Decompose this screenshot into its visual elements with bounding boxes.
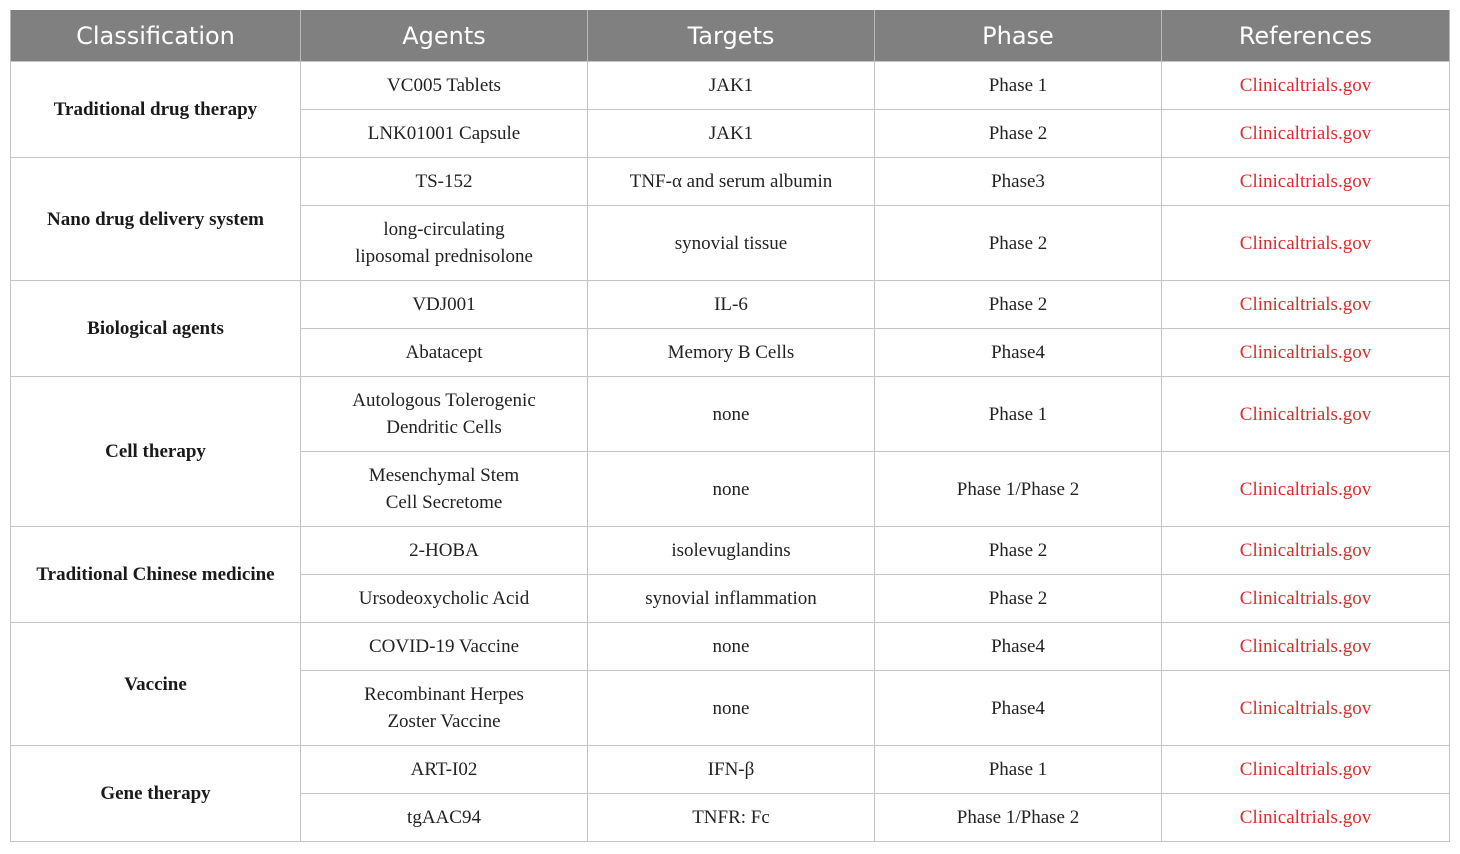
reference-link[interactable]: Clinicaltrials.gov <box>1162 746 1450 794</box>
agent-cell: Recombinant Herpes Zoster Vaccine <box>301 671 588 746</box>
target-cell: IFN-β <box>588 746 875 794</box>
reference-link[interactable]: Clinicaltrials.gov <box>1162 329 1450 377</box>
phase-cell: Phase 1 <box>875 377 1162 452</box>
phase-cell: Phase 1/Phase 2 <box>875 794 1162 842</box>
target-cell: none <box>588 452 875 527</box>
reference-link[interactable]: Clinicaltrials.gov <box>1162 527 1450 575</box>
target-cell: none <box>588 623 875 671</box>
target-cell: TNF-α and serum albumin <box>588 158 875 206</box>
agent-cell: long-circulating liposomal prednisolone <box>301 206 588 281</box>
header-agents: Agents <box>301 10 588 62</box>
phase-cell: Phase 2 <box>875 206 1162 281</box>
reference-link[interactable]: Clinicaltrials.gov <box>1162 623 1450 671</box>
reference-link[interactable]: Clinicaltrials.gov <box>1162 206 1450 281</box>
phase-cell: Phase4 <box>875 671 1162 746</box>
phase-cell: Phase 2 <box>875 527 1162 575</box>
target-cell: TNFR: Fc <box>588 794 875 842</box>
classification-cell: Biological agents <box>11 281 301 377</box>
agent-cell: Mesenchymal Stem Cell Secretome <box>301 452 588 527</box>
phase-cell: Phase3 <box>875 158 1162 206</box>
reference-link[interactable]: Clinicaltrials.gov <box>1162 62 1450 110</box>
header-phase: Phase <box>875 10 1162 62</box>
table-header <box>11 10 1450 62</box>
table-row <box>11 527 1450 575</box>
header-references: References <box>1162 10 1450 62</box>
phase-cell: Phase 2 <box>875 110 1162 158</box>
reference-link[interactable]: Clinicaltrials.gov <box>1162 158 1450 206</box>
agent-cell: Ursodeoxycholic Acid <box>301 575 588 623</box>
target-cell: JAK1 <box>588 110 875 158</box>
agent-cell: VC005 Tablets <box>301 62 588 110</box>
reference-link[interactable]: Clinicaltrials.gov <box>1162 671 1450 746</box>
agent-cell: Abatacept <box>301 329 588 377</box>
agent-cell: LNK01001 Capsule <box>301 110 588 158</box>
target-cell: none <box>588 377 875 452</box>
classification-cell: Traditional Chinese medicine <box>11 527 301 623</box>
classification-cell: Cell therapy <box>11 377 301 527</box>
classification-cell: Gene therapy <box>11 746 301 842</box>
phase-cell: Phase 2 <box>875 281 1162 329</box>
table-row <box>11 623 1450 671</box>
reference-link[interactable]: Clinicaltrials.gov <box>1162 794 1450 842</box>
agent-cell: Autologous Tolerogenic Dendritic Cells <box>301 377 588 452</box>
agent-cell: ART-I02 <box>301 746 588 794</box>
table-row <box>11 746 1450 794</box>
header-row <box>11 10 1450 62</box>
phase-cell: Phase4 <box>875 623 1162 671</box>
target-cell: synovial inflammation <box>588 575 875 623</box>
target-cell: JAK1 <box>588 62 875 110</box>
target-cell: isolevuglandins <box>588 527 875 575</box>
clinical-trials-table <box>10 10 1450 842</box>
reference-link[interactable]: Clinicaltrials.gov <box>1162 110 1450 158</box>
reference-link[interactable]: Clinicaltrials.gov <box>1162 377 1450 452</box>
agent-cell: TS-152 <box>301 158 588 206</box>
agent-cell: VDJ001 <box>301 281 588 329</box>
header-classification: Classification <box>11 10 301 62</box>
reference-link[interactable]: Clinicaltrials.gov <box>1162 281 1450 329</box>
clinical-trials-table-container <box>10 10 1449 842</box>
classification-cell: Traditional drug therapy <box>11 62 301 158</box>
reference-link[interactable]: Clinicaltrials.gov <box>1162 575 1450 623</box>
target-cell: Memory B Cells <box>588 329 875 377</box>
phase-cell: Phase 1 <box>875 746 1162 794</box>
agent-cell: tgAAC94 <box>301 794 588 842</box>
agent-cell: 2-HOBA <box>301 527 588 575</box>
phase-cell: Phase 1/Phase 2 <box>875 452 1162 527</box>
target-cell: synovial tissue <box>588 206 875 281</box>
phase-cell: Phase4 <box>875 329 1162 377</box>
table-row <box>11 281 1450 329</box>
table-row <box>11 377 1450 452</box>
agent-cell: COVID-19 Vaccine <box>301 623 588 671</box>
table-row <box>11 158 1450 206</box>
reference-link[interactable]: Clinicaltrials.gov <box>1162 452 1450 527</box>
table-row <box>11 62 1450 110</box>
phase-cell: Phase 2 <box>875 575 1162 623</box>
table-body <box>11 62 1450 842</box>
classification-cell: Nano drug delivery system <box>11 158 301 281</box>
phase-cell: Phase 1 <box>875 62 1162 110</box>
target-cell: IL-6 <box>588 281 875 329</box>
classification-cell: Vaccine <box>11 623 301 746</box>
target-cell: none <box>588 671 875 746</box>
header-targets: Targets <box>588 10 875 62</box>
